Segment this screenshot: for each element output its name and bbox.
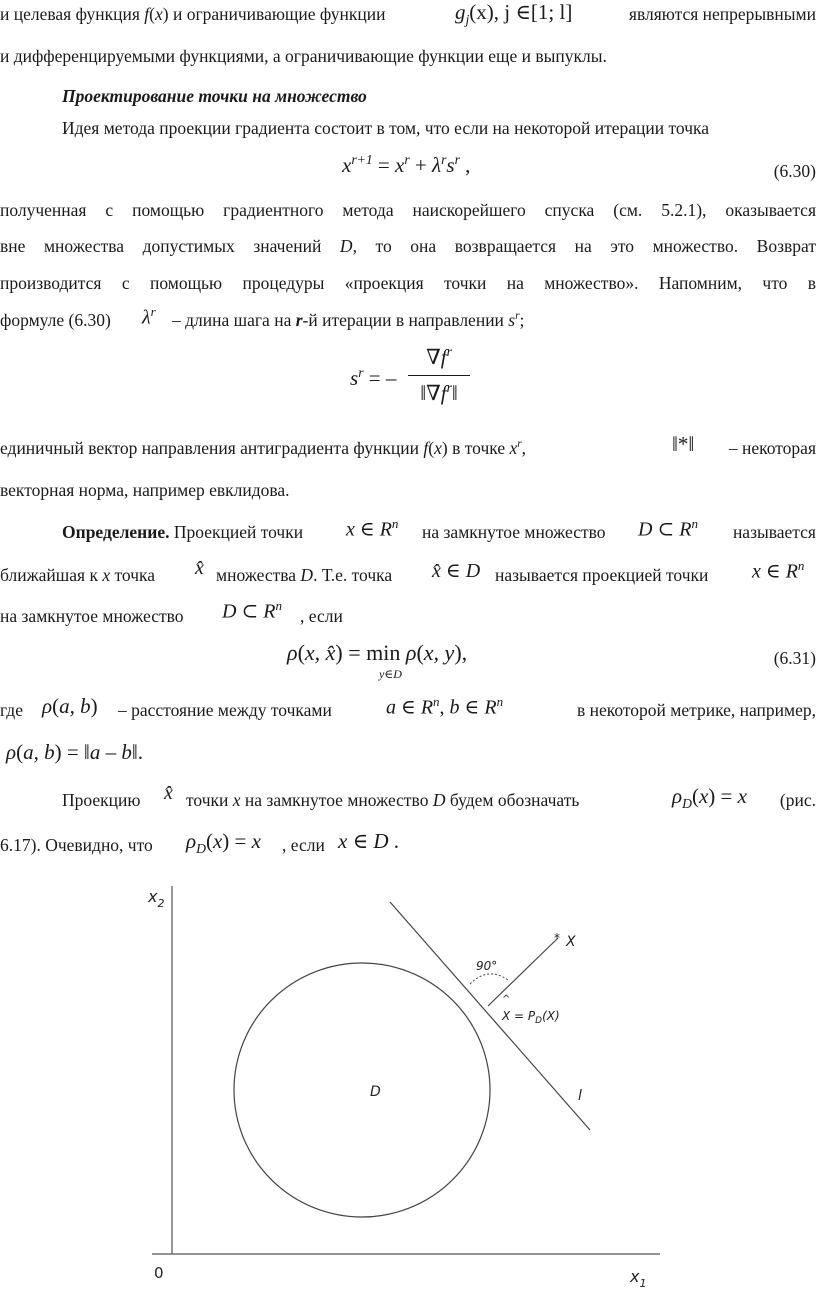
projection-figure [120, 880, 680, 1292]
text: ( [428, 438, 435, 458]
text: – длина шага на [172, 310, 296, 330]
point-X-marker: * [554, 931, 560, 945]
text-line-19-b: , если [282, 835, 325, 855]
text-line-9-cont [172, 310, 524, 331]
text: единичный вектор направления антиградиента функции [0, 438, 424, 458]
text-line-1-end: являются непрерывными [628, 4, 816, 24]
x-axis-label [629, 1267, 646, 1290]
text: -й итерации в направлении [302, 310, 509, 330]
text-line-16: где [0, 700, 23, 720]
text: Определение. [62, 522, 170, 542]
text: множества [216, 565, 301, 585]
formula-x-hat-2: x̂ [164, 782, 173, 804]
text-line-2: и дифференцируемыми функциями, а ограничивающие функции еще и выпуклы. [0, 46, 607, 66]
text: точки [186, 790, 233, 810]
formula-x-in-D: x ∈ D . [338, 829, 400, 853]
text: X = P [502, 1009, 536, 1023]
formula-D-subset-Rn-2: D ⊂ $R^n$ [222, 598, 282, 623]
formula-g-j [455, 0, 572, 28]
text-line-18-b [186, 790, 579, 811]
text: D [300, 565, 314, 585]
section-heading: Проектирование точки на множество [62, 86, 367, 106]
text-line-18-end: (рис. [779, 790, 816, 810]
equation-number-6-31: (6.31) [773, 648, 816, 668]
tangent-label: l [578, 1088, 582, 1104]
y-axis-label [147, 887, 164, 910]
text-line-13-c: называется проекцией точки [495, 565, 709, 585]
text: вне множества допустимых значений [0, 236, 340, 256]
text: x [232, 790, 241, 810]
text-line-11: векторная норма, например евклидова. [0, 480, 290, 500]
text: r [295, 310, 303, 330]
text-line-8: производится с помощью процедуры «проекция точки на множество». Напомним, что в [0, 273, 816, 293]
text: r [515, 310, 520, 323]
text: 1 [639, 1277, 647, 1290]
text: . Т.е. точка [313, 565, 393, 585]
text-line-6: полученная с помощью градиентного метода наискорейшего спуска (см. 5.2.1), оказывается [0, 200, 816, 220]
equation-6-30: $x^{r+1} = x^r + \lambda^rs^r$ , [342, 152, 471, 177]
origin-label: 0 [154, 1264, 164, 1282]
projection-label [501, 1009, 560, 1026]
text: s [508, 310, 516, 330]
text-line-14-end: , если [300, 606, 343, 626]
equation-6-31: ρ(x, x̂) = min ρ(x, y), [287, 640, 468, 665]
text: ) и ограничивающие функции [162, 4, 386, 24]
formula-D-subset-Rn: D ⊂ $R^n$ [638, 516, 698, 541]
definition-line [62, 522, 303, 543]
text-line-16-end: в некоторой метрике, например, [576, 700, 816, 720]
text: (x), j ∈[1; l] [469, 0, 573, 24]
formula-x-in-Rn: x ∈ $R^n$ [346, 516, 399, 541]
text: x [148, 887, 158, 906]
text-line-18: Проекцию [62, 790, 141, 810]
text: ближайшая к [0, 565, 103, 585]
formula-x-in-Rn-2: x ∈ $R^n$ [752, 558, 805, 583]
text: f [144, 4, 150, 24]
text: будем обозначать [445, 790, 580, 810]
equation-number-6-30: (6.30) [773, 161, 816, 181]
definition-line-mid: на замкнутое множество [422, 522, 606, 542]
text-line-19: 6.17). Очевидно, что [0, 835, 153, 855]
text: точка [110, 565, 156, 585]
text: r [517, 438, 522, 451]
text-line-4: Идея метода проекции градиента состоит в том, что если на некоторой итерации точка [62, 118, 710, 138]
text: ) в точке [441, 438, 510, 458]
text-line-7 [0, 236, 816, 257]
text-line-13-b [216, 565, 392, 586]
set-D-label: D [370, 1084, 381, 1100]
text: , то она возвращается на это множество. Возврат [352, 236, 816, 256]
text: j [465, 12, 470, 28]
formula-norm-star: ‖*‖ [672, 432, 695, 456]
text: и целевая функция [0, 4, 145, 24]
right-angle-arc [470, 974, 508, 984]
formula-rho-norm: ρ(a, b) = ‖a – b‖. [6, 740, 143, 764]
text-line-16-b: – расстояние между точками [118, 700, 332, 720]
text-line-14: на замкнутое множество [0, 606, 184, 626]
text: , [521, 438, 527, 458]
formula-a-b-in-Rn: a ∈ $R^n$, b ∈ $R^n$ [386, 694, 504, 719]
text: на замкнутое множество [240, 790, 433, 810]
text: ; [519, 310, 525, 330]
text: x [434, 438, 442, 458]
text: f [423, 438, 429, 458]
text: x [102, 565, 111, 585]
text: g [455, 0, 466, 24]
text: ( [149, 4, 155, 24]
definition-line-end: называется [732, 522, 816, 542]
fraction-bar [408, 375, 470, 376]
text: x [509, 438, 518, 458]
angle-label: 90° [476, 959, 498, 973]
equation-6-31-subscript: y∈D [379, 667, 402, 681]
text: 2 [157, 897, 165, 910]
text: D [432, 790, 446, 810]
text: (X) [542, 1009, 560, 1023]
normal-line [488, 938, 558, 1006]
fraction-denominator: $‖\nabla f^r‖$ [420, 380, 458, 405]
formula-lambda-r: $\lambda^r$ [142, 304, 156, 329]
formula-x-hat-in-D: x̂ ∈ D [432, 560, 481, 582]
fraction-numerator: $\nabla f^r$ [426, 344, 452, 369]
text: x [154, 4, 163, 24]
text: D [339, 236, 353, 256]
formula-x-hat: x̂ [195, 557, 204, 579]
formula-s-r: $s^r$ = – [350, 365, 397, 390]
text: формуле (6.30) [0, 310, 111, 330]
text: x [630, 1267, 640, 1286]
formula-rho-D-x-2: $\rho_D(x) = x$ [186, 829, 261, 857]
text: Проекцией точки [169, 522, 304, 542]
set-D-ellipse [234, 963, 490, 1217]
text-line-13 [0, 565, 155, 586]
formula-rho-ab: ρ(a, b) [42, 694, 98, 718]
text-line-10-end: – некоторая [728, 438, 816, 458]
formula-rho-D-x: $\rho_D(x) = x$ [672, 784, 747, 812]
projection-hat: ^ [502, 994, 511, 1005]
point-X-label: X [566, 934, 576, 950]
text: D [535, 1016, 543, 1026]
